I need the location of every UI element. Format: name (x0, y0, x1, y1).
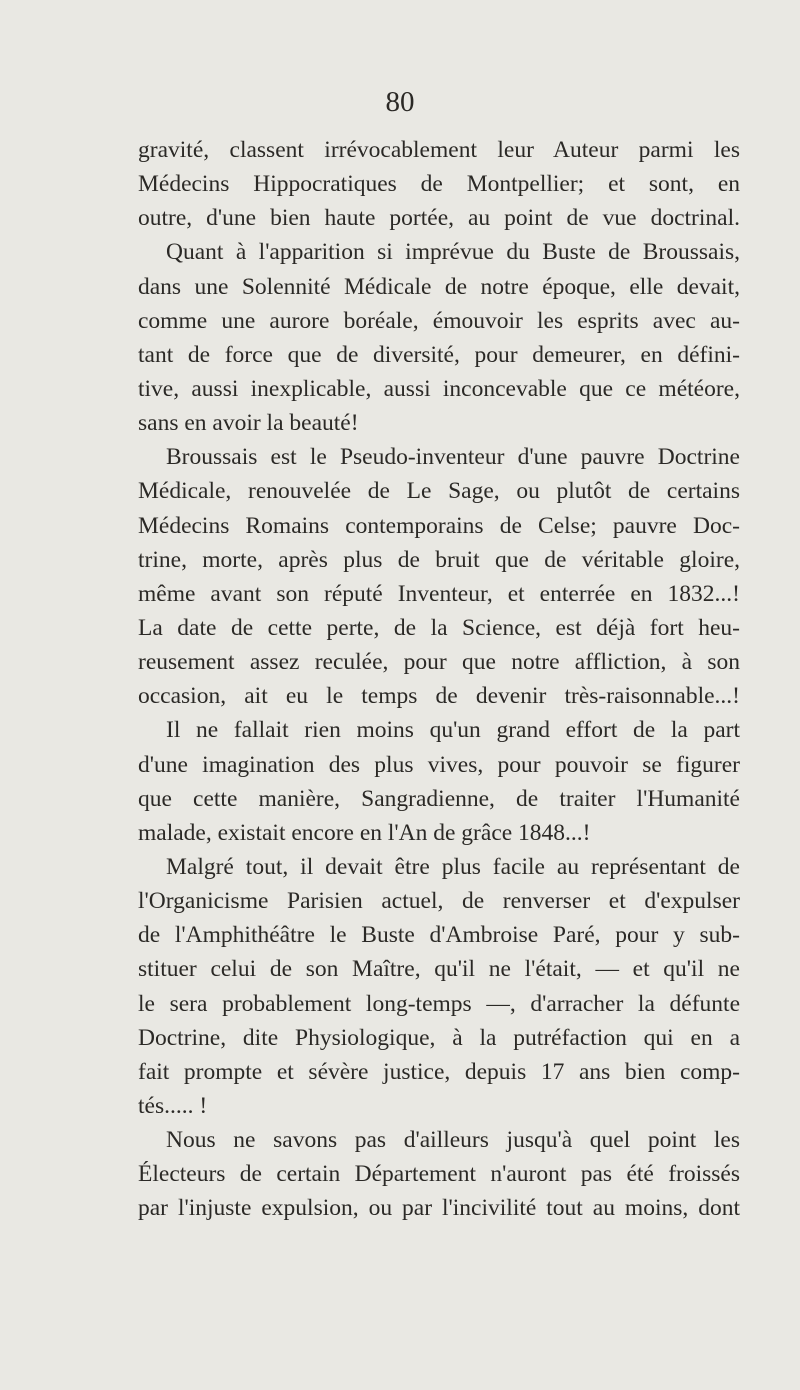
text-line: dans une Solennité Médicale de notre époque, elle devait, (138, 273, 740, 300)
text-line: Électeurs de certain Département n'auront pas été froissés (138, 1161, 740, 1188)
text-line: occasion, ait eu le temps de devenir très-raisonnable...! (138, 683, 740, 710)
text-line: gravité, classent irrévocablement leur Auteur parmi les (138, 137, 740, 163)
text-line: comme une aurore boréale, émouvoir les esprits avec au- (138, 307, 740, 334)
text-line: trine, morte, après plus de bruit que de véritable gloire, (138, 546, 740, 573)
page-number: 80 (385, 86, 415, 118)
body-text (138, 133, 740, 1226)
text-line: Médecins Hippocratiques de Montpellier; et sont, en (138, 171, 740, 198)
text-line: stituer celui de son Maître, qu'il ne l'était, — et qu'il ne (138, 956, 740, 983)
text-line: Il ne fallait rien moins qu'un grand effort de la part (166, 717, 740, 744)
text-line: malade, existait encore en l'An de grâce 1848...! (138, 819, 591, 846)
text-line: l'Organicisme Parisien actuel, de renverser et d'expulser (138, 888, 740, 915)
text-line: Doctrine, dite Physiologique, à la putréfaction qui en a (138, 1024, 740, 1051)
text-line: que cette manière, Sangradienne, de traiter l'Humanité (138, 785, 740, 812)
text-line: Quant à l'apparition si imprévue du Buste de Broussais, (166, 239, 740, 266)
text-line: Broussais est le Pseudo-inventeur d'une pauvre Doctrine (166, 444, 740, 471)
text-line: tés..... ! (138, 1092, 208, 1119)
text-line: outre, d'une bien haute portée, au point de vue doctrinal. (138, 205, 740, 232)
text-line: par l'injuste expulsion, ou par l'incivilité tout au moins, dont (138, 1195, 740, 1222)
text-line: le sera probablement long-temps —, d'arracher la défunte (138, 990, 740, 1017)
text-line: Médecins Romains contemporains de Celse; pauvre Doc- (138, 512, 740, 539)
text-line: Malgré tout, il devait être plus facile au représentant de (166, 853, 740, 880)
text-line: même avant son réputé Inventeur, et enterrée en 1832...! (138, 580, 740, 607)
text-line: tant de force que de diversité, pour demeurer, en défini- (138, 341, 740, 368)
text-line: reusement assez reculée, pour que notre affliction, à son (138, 649, 740, 676)
text-line: La date de cette perte, de la Science, est déjà fort heu- (138, 614, 740, 641)
text-line: d'une imagination des plus vives, pour pouvoir se figurer (138, 751, 740, 778)
text-line: de l'Amphithéâtre le Buste d'Ambroise Paré, pour y sub- (138, 922, 740, 949)
text-line: fait prompte et sévère justice, depuis 17 ans bien comp- (138, 1058, 740, 1085)
text-line: sans en avoir la beauté! (138, 410, 359, 437)
text-line: tive, aussi inexplicable, aussi inconcevable que ce météore, (138, 375, 740, 402)
text-line: Nous ne savons pas d'ailleurs jusqu'à quel point les (166, 1127, 740, 1154)
text-line: Médicale, renouvelée de Le Sage, ou plutôt de certains (138, 478, 740, 505)
